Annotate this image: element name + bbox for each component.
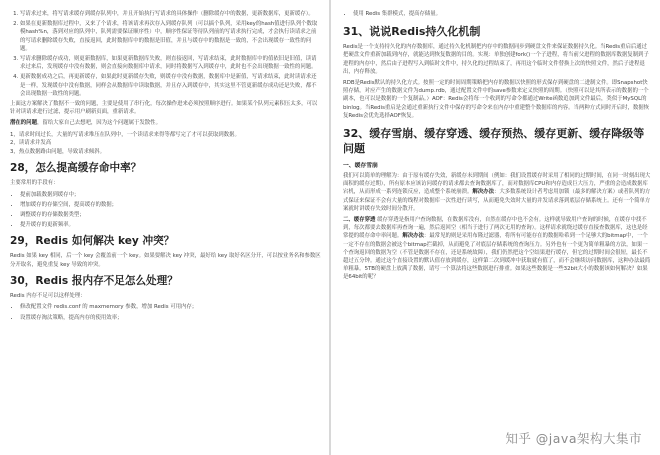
heading-31: 31、说说Redis持久化机制 (343, 25, 481, 39)
heading-29-text: Redis 如果 key 相同，后一个 key 会覆盖前一个 key。如果要解决 key 冲突，最好给 key 取好名区分开，可以按业务名和参数区分开取名，避免重复 key 导致的冲突。 (10, 253, 321, 268)
penetration-text: 缓存穿透是指用户查询数据，在数据库没有，自然在缓存中也不会有。这样就导致用户查询的时候，在缓存中找不到，每次都要去数据库再查询一遍，然后返回空（相当于进行了两次无用的查询）。这样请求就绕过缓存直接查数据库，这也是经常提的缓存命中率问题。 (343, 217, 648, 240)
list-item: 3. 写请求删除缓存成功，则更新数据库，如果更新数据库失败，则直接返回，写请求结束，此时数据库中的值依旧是旧值，读请求过来后，发现缓存中没有数据，则会直接向数据库中请求，同时将数据写入到缓存中，此时也不会出现数据一致性的问题。 (20, 55, 321, 71)
heading-30-intro: Redis 内存不足可以这样处理： (10, 292, 86, 299)
potential-issue-text: ，留给大家自己去想吧，因为这个问题属于发散性。 (36, 120, 161, 127)
heading-29: 29，Redis 如何解决 key 冲突？ (10, 235, 175, 248)
list-item: • 提前加载数据到缓存中； (20, 191, 321, 199)
potential-issue-paragraph (10, 119, 321, 127)
list-item: 4. 更新数据成功之后，再更新缓存，如果此时更新缓存失败，则缓存中没有数据，数据库中是新值，写请求结束，此时读请求还是一样，发现缓存中没有数据，同样会从数据库中读取数据，并且存入到缓存中，其实这里不管更新缓存成功还是失败，都不会出现数据一致性的问题。 (20, 73, 321, 98)
list-item: • 设置缓存淘汰策略，提高内存的使用效率； (20, 314, 321, 322)
right-page (331, 0, 660, 455)
heading-28: 28，怎么提高缓存命中率？ (10, 162, 142, 175)
summary-paragraph: 上面这方案解决了数据不一致的问题，主要是使用了串行化，每次操作进来必须按照顺序进行。如果某个队列元素积压太多，可以针对读请求进行过滤，提示用户刷新页面，重新请求。 (10, 101, 318, 116)
cache-avalanche-heading: 一、缓存雪崩 (343, 163, 378, 170)
rdb-aof-paragraph: RDB是Redis默认的持久化方式。按照一定的时间周期策略把内存的数据以快照的形式保存到硬盘的二进制文件。即Snapshot快照存储，对应产生的数据文件为dump.rdb，通过配置文件中的save参数来定义快照的周期。（快照可以是其所表示的数据的一个副本，也可以是数据的一个复制品。）AOF：Redis会将每一个收到的写命令都通过Write函数追加到文件最后，类似于MySQL的binlog。当Redis重启是会通过重新执行文件中保存的写命令来在内存中重建整个数据库的内容。当两种方式同时开启时，数据恢复Redis会优先选择AOF恢复。 (343, 80, 650, 119)
issue-item: 3，热点数据路由问题，导致请求倾斜。 (10, 148, 106, 155)
heading-28-intro: 主要常用的手段有： (10, 180, 59, 187)
avalanche-solution-label: 解决办法 (472, 189, 494, 196)
hit-rate-list (10, 191, 321, 230)
list-item: 2. 如果在更新数据库过程中，又来了个请求，将该请求再次存入到缓存队列（可以搞个队列，采用key的hash值进行队列个数取模hash%n，落到对应的队列中，队列需要保证顺序性）中，顺序性保证等待队列前的写请求执行完成，才会执行读请求之前的写请求删除缓存失败，直接返回，此时数据库中的数据是旧值，并且与缓存中的数据是一致的，不会出现缓存一致性的问题。 (20, 20, 321, 53)
cache-penetration-heading: 二、缓存穿透 (343, 217, 376, 224)
cache-penetration-paragraph (343, 216, 652, 282)
list-item: • 修改配置文件 redis.conf 的 maxmemory 参数，增加 Redis 可用内存； (20, 303, 321, 311)
heading-32: 32、缓存雪崩、缓存穿透、缓存预热、缓存更新、缓存降级等问题 (343, 127, 645, 156)
issue-item: 2，读请求并发高 (10, 140, 52, 147)
potential-issue-label: 潜在的问题 (10, 120, 37, 127)
cache-queue-steps (10, 10, 321, 98)
cache-avalanche-paragraph (343, 172, 652, 213)
penetration-solution-label: 解决办法 (402, 233, 424, 240)
avalanche-text: 我们可以简单的理解为：由于原有缓存失效，新缓存未到期间（例如：我们设置缓存时采用了相同的过期时间，在同一时刻出现大面积的缓存过期），所有原本应该访问缓存的请求都去查询数据库了，而对数据库CPU和内存造成巨大压力，严重的会造成数据库宕机，从而形成一系列连锁反应，造成整个系统崩溃。 (343, 173, 651, 196)
persistence-paragraph: Redis是一个支持持久化的内存数据库，通过持久化机制把内存中的数据同步到硬盘文件来保证数据持久化。当Redis重启后通过把硬盘文件重新加载到内存，就能达到恢复数据的目的。实现：单独创建fork()一个子进程，将当前父进程的数据库数据复制到子进程的内存中，然后由子进程写入到临时文件中，持久化的过程结束了，再用这个临时文件替换上次的快照文件，然后子进程退出，内存释放。 (343, 44, 649, 75)
list-item: • 使用 Redis 集群模式，提高存储量。 (353, 10, 652, 18)
list-item: 1. 写请求过来，将写请求缓存到缓存队列中，并且开始执行写请求的具体操作（删除缓存中的数据，更新数据库，更新缓存）。 (20, 10, 321, 18)
list-item: • 提升缓存的更新频率。 (20, 221, 321, 229)
zhihu-watermark: 知乎 @java架构大集市 (505, 431, 642, 446)
issue-item: 1，请求时间过长，大量的写请求堆压在队列中，一个读请求来得等都写完了才可以获取到数据。 (10, 131, 240, 138)
left-page (0, 0, 329, 455)
penetration-solution-text: ：最常见的则是采用布隆过滤器，将所有可能存在的数据哈希到一个足够大的bitmap中，一个一定不存在的数据会被这个bitmap拦截掉，从而避免了对底层存储系统的查询压力。另外也有一个更为简单粗暴的方法，如果一个查询返回的数据为空（不管是数据不存在，还是系统故障），我们仍然把这个空结果进行缓存，但它的过期时间会很短，最长不超过五分钟。通过这个直接设置的默认值存放到缓存，这样第二次到缓冲中获取就有值了，而不会继续访问数据库，这种办法最简单粗暴。5TB的硬盘上放满了数据，请写一个算法将这些数据进行排重。如果这些数据是一些32bit大小的数据该如何解决？如果是64bit的呢？ (343, 233, 651, 281)
memory-list (10, 303, 321, 321)
list-item: • 增加缓存的存储空间，提高缓存的数据； (20, 201, 321, 209)
heading-30: 30，Redis 报内存不足怎么处理？ (10, 274, 178, 287)
avalanche-solution-text: ：大多数系统设计者考虑用加锁（最多的解决方案）或者队列的方式保证来保证不会有大量的线程对数据库一次性进行读写，从而避免失效时大量的并发请求落到底层存储系统上。还有一个简单方案就时讲缓存失效时间分散开。 (343, 189, 651, 212)
cluster-list (343, 10, 652, 18)
list-item: • 调整缓存的存储数据类型； (20, 211, 321, 219)
